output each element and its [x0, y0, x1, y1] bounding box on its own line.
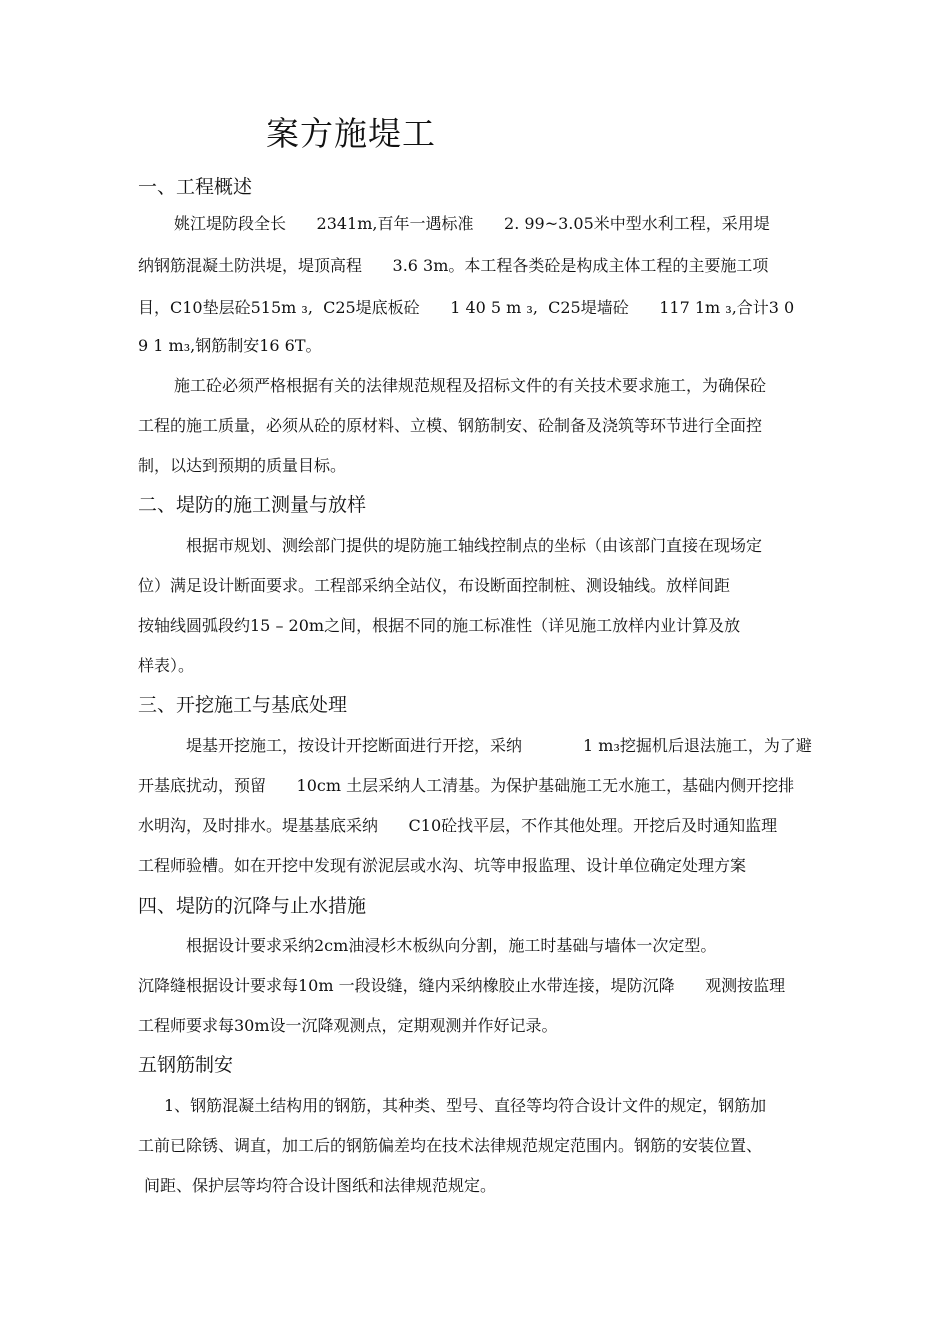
paragraph-line: 样表）。: [138, 656, 195, 675]
paragraph-line: 水明沟，及时排水。堤基基底采纳 C10砼找平层，不作其他处理。开挖后及时通知监理: [138, 816, 778, 835]
paragraph-line: 姚江堤防段全长 2341m,百年一遇标准 2. 99~3.05米中型水利工程，采用堤: [174, 214, 770, 233]
paragraph-line: 开基底扰动，预留 10cm 土层采纳人工清基。为保护基础施工无水施工，基础内侧开挖排: [138, 776, 795, 795]
paragraph-line: 工前已除锈、调直，加工后的钢筋偏差均在技术法律规范规定范围内。钢筋的安装位置、: [138, 1136, 763, 1155]
section-heading-rebar: 五钢筋制安: [138, 1054, 234, 1076]
paragraph-line: 工程师验槽。如在开挖中发现有淤泥层或水沟、坑等申报监理、设计单位确定处理方案: [138, 856, 747, 875]
paragraph-line: 工程的施工质量，必须从砼的原材料、立模、钢筋制安、砼制备及浇筑等环节进行全面控: [138, 416, 763, 435]
paragraph-line: 堤基开挖施工，按设计开挖断面进行开挖，采纳 1 m₃挖掘机后退法施工，为了避: [186, 736, 812, 755]
paragraph-line: 9 1 m₃,钢筋制安16 6T。: [138, 336, 322, 355]
paragraph-line: 施工砼必须严格根据有关的法律规范规程及招标文件的有关技术要求施工，为确保砼: [174, 376, 767, 395]
document-title: 案方施堤工: [266, 114, 436, 153]
paragraph-line: 根据设计要求采纳2cm油浸杉木板纵向分割，施工时基础与墙体一次定型。: [186, 936, 717, 955]
paragraph-line: 目，C10垫层砼515m ₃, C25堤底板砼 1 40 5 m ₃, C25堤墙砼 117 1m ₃,合计3 0: [138, 298, 795, 317]
paragraph-line: 1、钢筋混凝土结构用的钢筋，其种类、型号、直径等均符合设计文件的规定，钢筋加: [164, 1096, 767, 1115]
section-heading-excavation: 三、开挖施工与基底处理: [138, 694, 348, 716]
section-heading-settlement: 四、堤防的沉降与止水措施: [138, 895, 367, 917]
paragraph-line: 按轴线圆弧段约15 – 20m之间，根据不同的施工标准性（详见施工放样内业计算及放: [138, 616, 741, 635]
paragraph-line: 制，以达到预期的质量目标。: [138, 456, 347, 475]
paragraph-line: 位）满足设计断面要求。工程部采纳全站仪，布设断面控制桩、测设轴线。放样间距: [138, 576, 731, 595]
section-heading-overview: 一、工程概述: [138, 176, 253, 198]
paragraph-line: 工程师要求每30m设一沉降观测点，定期观测并作好记录。: [138, 1016, 558, 1035]
paragraph-line: 纳钢筋混凝土防洪堤，堤顶高程 3.6 3m。本工程各类砼是构成主体工程的主要施工项: [138, 256, 769, 275]
paragraph-line: 根据市规划、测绘部门提供的堤防施工轴线控制点的坐标（由该部门直接在现场定: [186, 536, 763, 555]
section-heading-survey: 二、堤防的施工测量与放样: [138, 494, 367, 516]
paragraph-line: 间距、保护层等均符合设计图纸和法律规范规定。: [144, 1176, 497, 1195]
paragraph-line: 沉降缝根据设计要求每10m 一段设缝，缝内采纳橡胶止水带连接，堤防沉降 观测按监理: [138, 976, 786, 995]
